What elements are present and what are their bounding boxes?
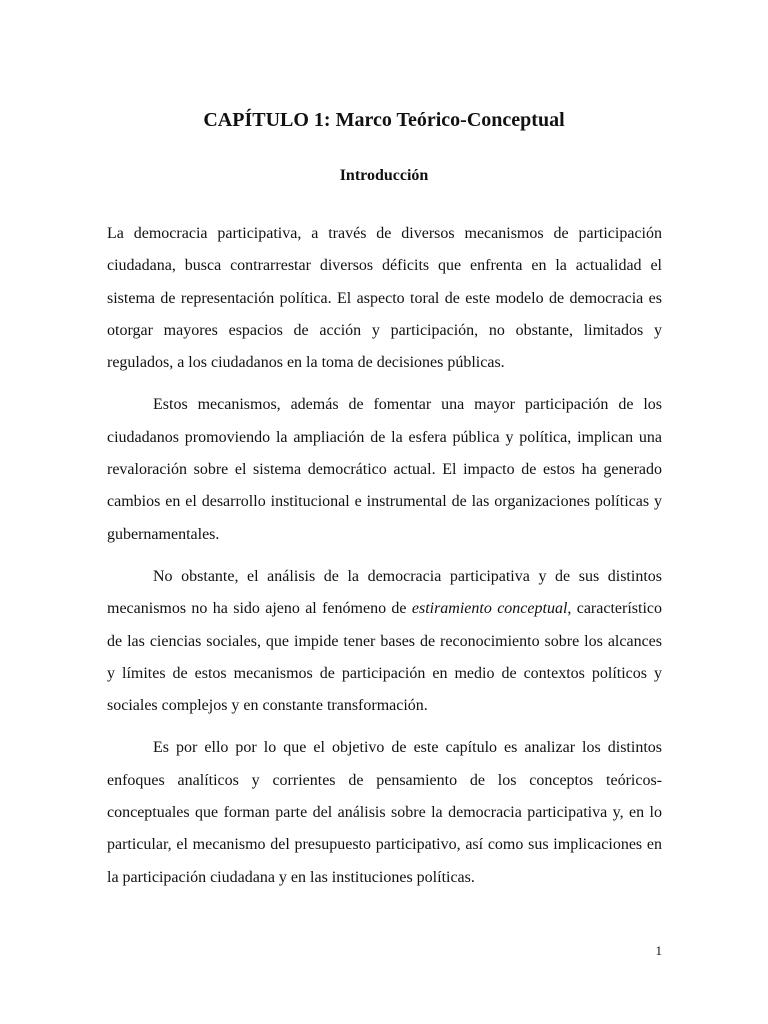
paragraph-3-emphasis: estiramiento conceptual — [411, 600, 568, 618]
paragraph-3 — [107, 561, 662, 722]
paragraph-4: Es por ello por lo que el objetivo de este capítulo es analizar los distintos enfoques analíticos y corrientes de pensamiento de los conceptos teóricos-conceptuales que forman parte del análisis sobre la democracia participativa y, en lo particular, el mecanismo del presupuesto participativo, así como sus implicaciones en la participación ciudadana y en las instituciones políticas. — [107, 739, 662, 886]
paragraph-3-text-after: , característico de las ciencias sociales, que impide tener bases de reconocimiento sobre los alcances y límites de estos mecanismos de participación en medio de contextos políticos y sociales complejos y en constante transformación. — [107, 600, 663, 715]
body-text — [107, 218, 662, 904]
paragraph-1: La democracia participativa, a través de diversos mecanismos de participación ciudadana, busca contrarrestar diversos déficits que enfrenta en la actualidad el sistema de representación política. El aspecto toral de este modelo de democracia es otorgar mayores espacios de acción y participación, no obstante, limitados y regulados, a los ciudadanos en la toma de decisiones públicas. — [107, 225, 662, 372]
chapter-title: CAPÍTULO 1: Marco Teórico-Conceptual — [203, 109, 565, 131]
page-number: 1 — [655, 943, 662, 958]
section-title: Introducción — [339, 167, 429, 184]
paragraph-3-text-before: No obstante, el análisis de la democracia participativa y de sus distintos mecanismos no ha sido ajeno al fenómeno de — [107, 567, 662, 618]
paragraph-2: Estos mecanismos, además de fomentar una mayor participación de los ciudadanos promoviendo la ampliación de la esfera pública y política, implican una revaloración sobre el sistema democrático actual. El impacto de estos ha generado cambios en el desarrollo institucional e instrumental de las organizaciones políticas y gubernamentales. — [107, 396, 662, 543]
